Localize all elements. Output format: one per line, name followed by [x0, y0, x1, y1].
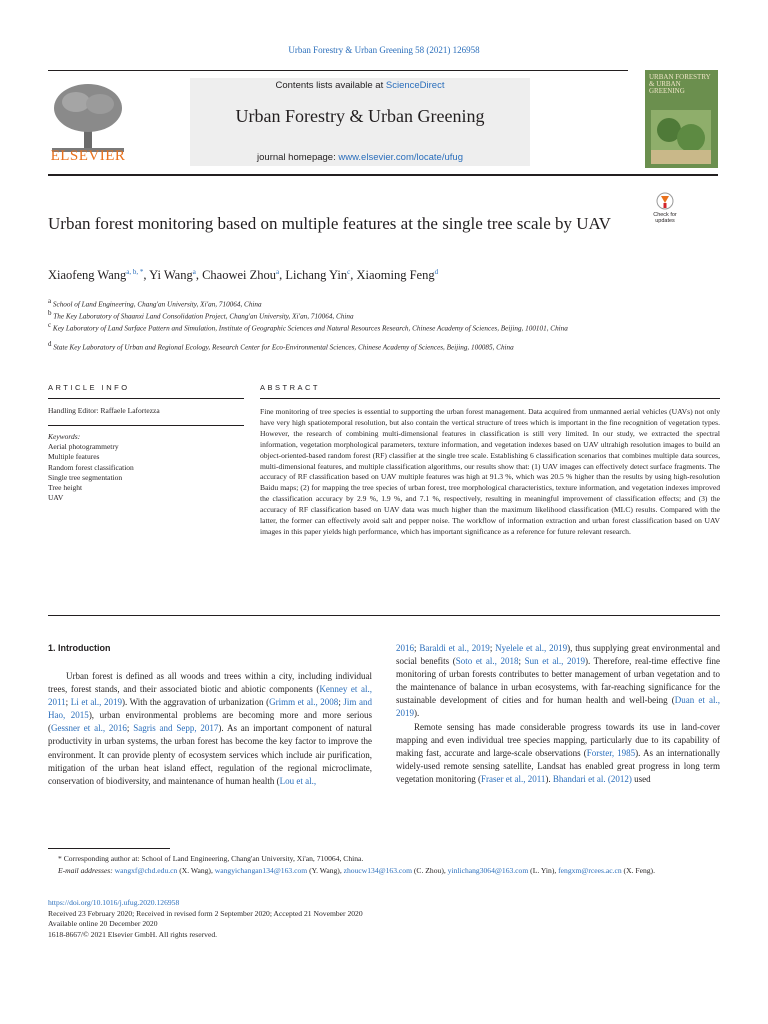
affiliation-text: State Key Laboratory of Urban and Regional Ecology, Research Center for Eco-Environmental Sciences, Chinese Academy of Sciences, Beijing, 100085, China	[53, 343, 514, 352]
article-info-rule	[48, 398, 244, 399]
affiliation-key: c	[48, 321, 52, 329]
header-rule	[48, 70, 628, 71]
citation-link[interactable]: Jim and Hao, 2015	[48, 697, 372, 721]
body-text: ;	[489, 643, 496, 653]
citation-link[interactable]: Bhandari et al. (2012)	[552, 773, 632, 784]
body-text: ;	[414, 643, 420, 653]
author-affiliation-marker[interactable]: a	[192, 268, 196, 276]
keyword: Aerial photogrammetry	[48, 442, 119, 452]
body-text: used	[631, 773, 651, 784]
citation-link[interactable]: Sagris and Sepp, 2017	[133, 723, 219, 734]
email-label: E-mail addresses:	[58, 866, 115, 875]
author-affiliation-marker[interactable]: a, b, *	[126, 268, 144, 276]
body-text: ). As an important component of natural productivity in urban systems, the urban forest has become the key factor to improve the environment. It can provide plenty of ecosystem services which include air purification, mitigation of the urban heat island effect, regulation of the regional microclimate, conservation of biodiversity, and maintenance of human health (	[48, 723, 372, 786]
body-text: ).	[414, 708, 420, 719]
email-link[interactable]: fengxm@rcees.ac.cn	[558, 866, 622, 875]
cover-art-icon	[651, 110, 711, 164]
affiliation-key: d	[48, 340, 52, 348]
copyright: 1618-8667/© 2021 Elsevier GmbH. All rights reserved.	[48, 929, 218, 939]
available-online: Available online 20 December 2020	[48, 919, 158, 929]
citation-link[interactable]: Gessner et al., 2016	[51, 723, 127, 734]
email-link[interactable]: zhoucw134@163.com	[343, 866, 412, 875]
footnotes	[48, 853, 720, 877]
body-text: ).	[545, 773, 553, 784]
check-updates-icon	[656, 192, 674, 212]
citation-link[interactable]: Fraser et al., 2011	[480, 773, 546, 784]
check-for-updates-button[interactable]	[646, 192, 684, 232]
journal-header	[48, 70, 628, 170]
body-text: Urban forest is defined as all woods and trees within a city, including individual trees, forest stands, and their associated biotic and abiotic components (	[48, 671, 372, 695]
body-text: ;	[518, 656, 525, 667]
sciencedirect-link[interactable]: ScienceDirect	[385, 80, 445, 91]
body-text: ), urban environmental problems are becoming more and more serious (	[48, 710, 373, 734]
affiliation-text: Key Laboratory of Land Surface Pattern and Simulation, Institute of Geographic Sciences and Natural Resources Research, Chinese Academy of Sciences, Beijing, 100101, China	[52, 324, 568, 333]
journal-title: Urban Forestry & Urban Greening	[235, 106, 485, 126]
author[interactable]: Xiaofeng Wang	[48, 268, 127, 283]
citation-link[interactable]: Sun et al., 2019	[524, 656, 585, 667]
email-owner: (X. Feng).	[621, 866, 655, 875]
author[interactable]: Xiaoming Feng	[356, 268, 435, 283]
publication-info	[48, 898, 548, 940]
keyword: Single tree segmentation	[48, 472, 123, 482]
citation-link[interactable]: 2016	[396, 643, 414, 653]
abstract-text: Fine monitoring of tree species is essential to supporting the urban forest management. Data acquired from unmanned aerial vehicles (UAVs) not only have very high spatiotemporal resolution, but also contain the vertical structure of trees which is important in the fine recognition of vegetation types. However, the research of combining multi-dimensional features in classification is still very limited. In our study, we extracted the spectral information, vegetation morphological parameters, texture information, and vegetation indexes based on UAV ultrahigh resolution images to build an object-oriented-based random forest (RF) classifier at the single tree scale. Establishing 6 classification scenarios that combines multiple data sources, multi-dimensional features, and multiple classification algorithms, our results show that: (1) UAV images can effectively detect surface fragments. The accuracy of RF classification based on UAV multiple features was high at 91.3 %, which was 20.5 % higher than the results by using high-resolution Baidu maps; (2) for mapping the tree species of urban forest, tree morphological characteristics, texture information, and vegetation indexes improved the classification accuracy by 2.9 %, 1.9 %, and 7.1 %, respectively, resulting in meaningful improvement of classification effects; and (3) the accuracy of RF classification based on UAV data was much higher than the maximum likelihood classification (MLC) results. Compared with the latter, the former can effectively avoid salt and pepper noise. The workflow of information extraction and urban forest classification based on UAV images in this paper yields high performance, which has important significance as a reference for future relevant research.	[260, 407, 720, 536]
citation-link[interactable]: Nyelele et al., 2019	[495, 643, 568, 653]
header-rule-bottom	[48, 174, 718, 176]
citation-link[interactable]: Li et al., 2019	[70, 697, 122, 708]
intro-right-column	[396, 642, 720, 786]
citation-link[interactable]: Baraldi et al., 2019	[419, 643, 490, 653]
contents-line	[190, 80, 530, 91]
author-affiliation-marker[interactable]: a	[276, 268, 280, 276]
email-link[interactable]: wangxf@chd.edu.cn	[114, 866, 178, 875]
keyword: Tree height	[48, 483, 83, 493]
affiliation-text: School of Land Engineering, Chang'an University, Xi'an, 710064, China	[52, 300, 262, 309]
keywords-label: Keywords:	[48, 432, 81, 441]
citation-link[interactable]: Kenney et al., 2011	[48, 684, 372, 708]
author[interactable]: Yi Wang	[149, 268, 193, 283]
publisher-name: ELSEVIER	[50, 148, 126, 164]
homepage-line	[190, 152, 530, 163]
affiliation-key: b	[48, 309, 52, 317]
keywords-block	[48, 432, 134, 503]
citation-link[interactable]: Forster, 1985	[586, 747, 636, 758]
journal-citation[interactable]: Urban Forestry & Urban Greening 58 (2021) 126958	[288, 45, 480, 55]
body-text: ;	[65, 697, 71, 708]
body-text: ). Therefore, real-time effective fine monitoring of urban forests contributes to better management of urban vegetation and to the maintenance of balance in urban ecosystems, with far-reaching significance for the sustainable development of cities and for human health and well-being (	[396, 656, 720, 706]
keyword: Multiple features	[48, 452, 100, 462]
author[interactable]: Chaowei Zhou	[202, 268, 277, 283]
email-link[interactable]: yinlichang3064@163.com	[447, 866, 529, 875]
citation-link[interactable]: Duan et al., 2019	[396, 695, 720, 719]
affiliation-text: The Key Laboratory of Shaanxi Land Consolidation Project, Chang'an University, Xi'an, 710064, China	[53, 312, 354, 321]
abstract-label: ABSTRACT	[260, 383, 321, 392]
footnote-rule	[48, 848, 170, 849]
email-addresses	[48, 865, 720, 877]
doi-link[interactable]: https://doi.org/10.1016/j.ufug.2020.126958	[48, 898, 180, 907]
journal-cover	[645, 70, 718, 168]
received-dates: Received 23 February 2020; Received in revised form 2 September 2020; Accepted 21 November 2020	[48, 908, 363, 918]
author[interactable]: Lichang Yin	[285, 268, 348, 283]
email-owner: (C. Zhou),	[412, 866, 448, 875]
intro-paragraph-1-continued	[396, 642, 720, 721]
affiliation	[48, 339, 668, 352]
body-text: ). As an internationally widely-used remote sensing satellite, Landsat has enabled great progress in long term vegetation monitoring (	[396, 747, 720, 784]
homepage-link[interactable]: www.elsevier.com/locate/ufug	[338, 152, 463, 163]
intro-paragraph-2	[396, 721, 720, 786]
body-text: ). With the aggravation of urbanization (	[121, 697, 270, 708]
email-owner: (Y. Wang),	[307, 866, 344, 875]
keyword: UAV	[48, 493, 64, 503]
article-title: Urban forest monitoring based on multiple features at the single tree scale by UAV	[48, 214, 611, 233]
author-list: Xiaofeng Wang$^{a, b, *}$, Yi Wang$^a$, Chaowei Zhou$^a$, Lichang Yin$^c$, Xiaoming Feng$^d$	[48, 268, 439, 283]
corresponding-author-note: * Corresponding author at: School of Land Engineering, Chang'an University, Xi'an, 710064, China.	[58, 854, 364, 863]
citation-link[interactable]: Soto et al., 2018	[455, 656, 519, 667]
front-matter-rule	[48, 615, 720, 616]
citation-link[interactable]: Grimm et al., 2008	[269, 697, 339, 708]
homepage-prefix: journal homepage:	[257, 152, 339, 163]
article-info-label: ARTICLE INFO	[48, 383, 130, 392]
cover-title: URBAN FORESTRY & URBAN GREENING	[649, 73, 711, 95]
keyword: Random forest classification	[48, 462, 134, 472]
email-owner: (L. Yin),	[528, 866, 559, 875]
author-affiliation-marker[interactable]: d	[434, 268, 439, 276]
author-affiliation-marker[interactable]: c	[347, 268, 351, 276]
body-text: Remote sensing has made considerable progress towards its use in land-cover mapping and even individual tree species mapping, particularly due to its capability of making fast, accurate and large-scale observations (	[396, 721, 720, 758]
body-text: ;	[338, 697, 344, 708]
email-owner: (X. Wang),	[177, 866, 215, 875]
section-heading-introduction: 1. Introduction	[48, 643, 111, 653]
email-link[interactable]: wangyichangan134@163.com	[214, 866, 308, 875]
body-text: ), thus supplying great environmental and social benefits (	[396, 643, 720, 667]
keywords-rule	[48, 425, 244, 426]
abstract-rule	[260, 398, 720, 399]
handling-editor: Handling Editor: Raffaele Lafortezza	[48, 406, 160, 415]
affiliation-key: a	[48, 297, 52, 305]
check-updates-label: Check for updates	[653, 212, 677, 224]
citation-link[interactable]: Lou et al.,	[279, 775, 317, 786]
intro-paragraph-1	[48, 670, 372, 788]
contents-prefix: Contents lists available at	[275, 80, 386, 91]
body-text: ;	[126, 723, 134, 734]
affiliation	[48, 320, 668, 333]
